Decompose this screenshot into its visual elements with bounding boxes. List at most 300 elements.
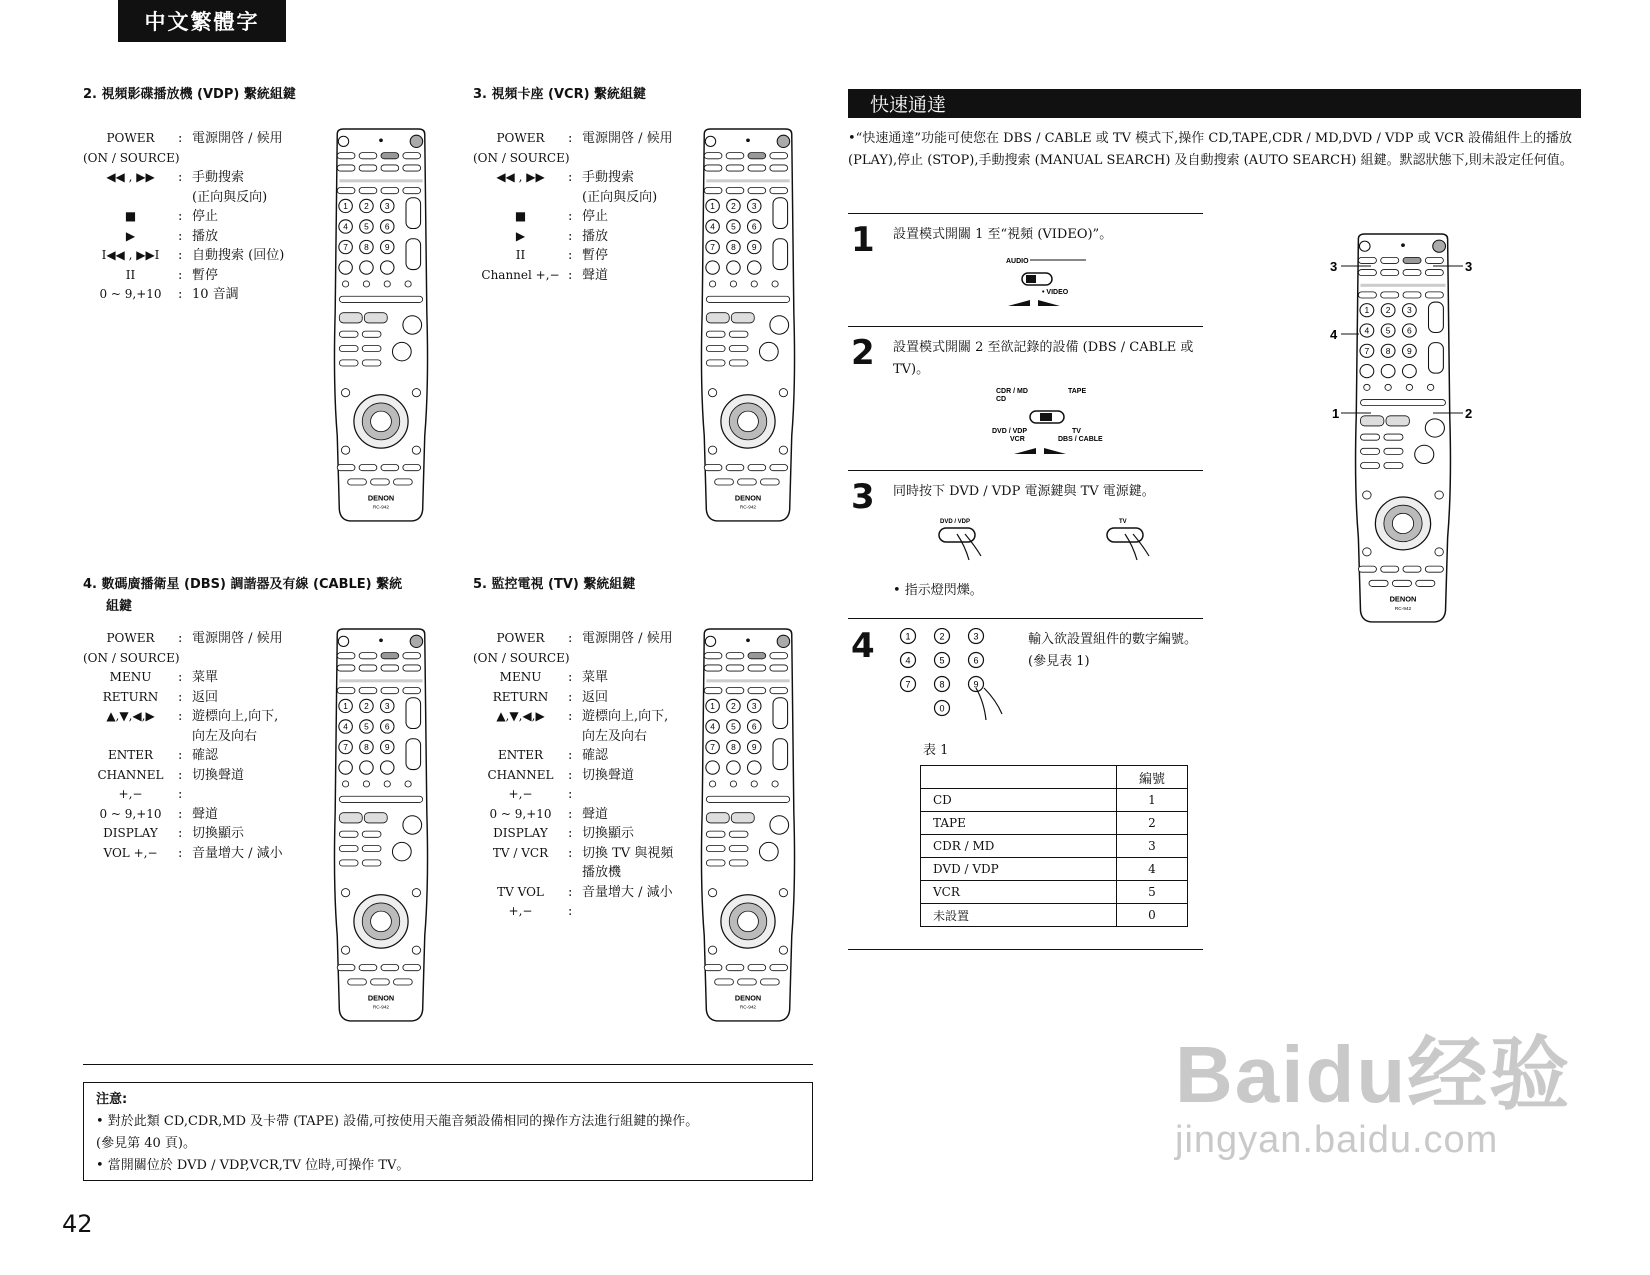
- function-desc: [582, 902, 698, 922]
- table-header-cell: 編號: [1117, 766, 1188, 789]
- function-desc: 暫停: [192, 267, 219, 283]
- function-key: 0 ~ 9,+10: [489, 806, 552, 821]
- function-row: 0 ~ 9,+10 : 聲道: [473, 805, 698, 825]
- mode-button: [381, 665, 399, 671]
- input-button: [715, 979, 734, 985]
- enter-button: [738, 411, 759, 432]
- svg-text:1: 1: [1332, 406, 1340, 421]
- svg-text:6: 6: [973, 655, 979, 666]
- mode-button: [770, 653, 788, 659]
- function-button: [770, 964, 788, 970]
- function-row: 0 ~ 9,+10 : 聲道: [83, 805, 308, 825]
- mode-button: [337, 165, 355, 171]
- svg-text:3: 3: [973, 631, 979, 642]
- transport-button: [706, 345, 725, 351]
- transport-button: [362, 331, 381, 337]
- function-key: +,−: [508, 787, 533, 801]
- table-cell: 5: [1117, 881, 1188, 904]
- svg-text:5: 5: [939, 655, 945, 666]
- function-row: +,− :: [473, 785, 698, 805]
- function-key: (ON / SOURCE): [83, 650, 180, 665]
- divider: [848, 949, 1203, 950]
- svg-text:8: 8: [364, 243, 369, 253]
- stop-button: [364, 313, 387, 323]
- input-button: [348, 479, 367, 485]
- remote-control-illustration: [331, 128, 431, 528]
- function-key: I◀◀ , ▶▶I: [101, 248, 160, 262]
- table-row: [921, 835, 1188, 858]
- mode-button: [359, 165, 377, 171]
- step-3-text: 同時按下 DVD / VDP 電源鍵與 TV 電源鍵。: [893, 484, 1155, 499]
- table-header-cell: [921, 766, 1117, 789]
- table-row: [921, 858, 1188, 881]
- svg-text:9: 9: [1407, 346, 1412, 356]
- language-tab: 中文繁體字: [118, 0, 286, 42]
- table-header-row: [921, 766, 1188, 789]
- number-key: [935, 701, 950, 716]
- function-button: [381, 464, 399, 470]
- transport-button: [706, 360, 725, 366]
- number-key: [969, 653, 984, 668]
- function-row: [83, 149, 308, 169]
- function-button: [726, 464, 744, 470]
- function-desc: 聲道: [192, 806, 219, 822]
- transport-button: [339, 360, 358, 366]
- mode-button: [381, 165, 399, 171]
- number-key: [969, 677, 984, 692]
- svg-text:4: 4: [710, 222, 715, 232]
- function-button: [726, 964, 744, 970]
- function-desc: 暫停: [582, 248, 609, 263]
- mode-button: [726, 653, 744, 659]
- channel-rocker: [773, 239, 788, 270]
- number-button: [706, 761, 720, 774]
- function-button: [726, 688, 744, 694]
- function-key: +,−: [508, 904, 533, 918]
- number-button: [727, 761, 741, 774]
- transport-button: [729, 360, 748, 366]
- input-button: [1369, 580, 1388, 586]
- function-key: POWER: [496, 131, 545, 145]
- function-key: [473, 188, 568, 208]
- function-button: [381, 688, 399, 694]
- function-key: CHANNEL: [487, 767, 554, 782]
- function-row: TV VOL : 音量增大 / 減小: [473, 883, 698, 903]
- transport-button: [706, 845, 725, 851]
- svg-text:4: 4: [905, 655, 911, 666]
- brand-logo: DENON: [367, 493, 395, 503]
- svg-text:1: 1: [710, 702, 715, 712]
- function-key: RETURN: [492, 689, 549, 704]
- function-row: ■ : 停止: [83, 207, 308, 227]
- enter-button: [738, 911, 759, 932]
- function-key: ■: [514, 209, 527, 223]
- dvd-vdp-power-button-press: [935, 516, 995, 564]
- function-row: POWER : 電源開啓 / 候用: [83, 129, 308, 149]
- function-desc: 聲道: [582, 267, 609, 283]
- svg-text:2: 2: [1385, 305, 1391, 316]
- function-desc: (正向與反向): [582, 189, 658, 205]
- minus-button: [392, 842, 411, 860]
- mode-button: [381, 653, 399, 659]
- step-number: 2: [851, 333, 875, 373]
- mode-button: [704, 153, 722, 159]
- function-row: ▶ : 播放: [473, 227, 698, 247]
- mode-button: [359, 153, 377, 159]
- enter-button: [371, 411, 392, 432]
- step-4-text: 輸入欲設置組件的數字編號。(參見表 1): [1028, 632, 1198, 669]
- function-row: DISPLAY : 切換顯示: [473, 824, 698, 844]
- play-button: [339, 813, 362, 823]
- minus-button: [759, 342, 778, 360]
- source-button: [777, 135, 790, 147]
- svg-text:3: 3: [751, 702, 757, 712]
- power-button: [338, 136, 348, 146]
- number-button: [339, 261, 353, 274]
- svg-text:2: 2: [731, 702, 736, 712]
- function-row: II : 暫停: [83, 266, 308, 286]
- transport-button: [362, 831, 381, 837]
- divider: [848, 470, 1203, 471]
- function-row: MENU : 菜單: [83, 668, 308, 688]
- table-row: [921, 881, 1188, 904]
- step-number: 1: [851, 220, 875, 260]
- mode-button: [337, 665, 355, 671]
- transport-button: [706, 831, 725, 837]
- svg-text:CDR / MD: CDR / MD: [996, 388, 1028, 395]
- svg-text:DVD / VDP: DVD / VDP: [940, 519, 971, 525]
- table-cell: TAPE: [921, 812, 1117, 835]
- divider: [848, 326, 1203, 327]
- transport-button: [706, 331, 725, 337]
- function-button: [748, 964, 766, 970]
- transport-button: [1361, 434, 1380, 440]
- function-desc: 切換顯示: [582, 826, 635, 841]
- function-desc: 電源開啓 / 候用: [582, 131, 673, 146]
- remote-control-illustration: [698, 128, 798, 528]
- number-key: [901, 629, 916, 644]
- function-desc: 聲道: [582, 806, 609, 822]
- svg-text:5: 5: [1385, 325, 1391, 336]
- input-button: [738, 479, 757, 485]
- transport-button: [362, 860, 381, 866]
- brand-logo: DENON: [734, 993, 762, 1003]
- model-label: RC-942: [1394, 605, 1412, 611]
- transport-button: [1361, 463, 1380, 469]
- table-cell: 2: [1117, 812, 1188, 835]
- function-row: TV / VCR : 切換 TV 與視頻: [473, 844, 698, 864]
- function-button: [748, 188, 766, 194]
- section-3-functions: [473, 129, 698, 285]
- mode-button: [748, 653, 766, 659]
- table-row: [921, 812, 1188, 835]
- mode-switch: [706, 296, 789, 302]
- function-key: POWER: [106, 131, 155, 145]
- input-button: [371, 979, 390, 985]
- brand-logo: DENON: [734, 493, 762, 503]
- svg-text:8: 8: [939, 679, 945, 690]
- function-key: 0 ~ 9,+10: [99, 806, 162, 821]
- function-desc: 確認: [582, 748, 609, 763]
- number-button: [380, 761, 394, 774]
- svg-text:6: 6: [384, 222, 390, 232]
- transport-button: [339, 331, 358, 337]
- svg-text:7: 7: [343, 743, 348, 753]
- svg-text:DBS / CABLE: DBS / CABLE: [1058, 436, 1103, 443]
- function-desc: 電源開啓 / 候用: [192, 631, 283, 646]
- function-desc: 手動搜索: [192, 170, 245, 185]
- function-desc: 切換顯示: [192, 826, 245, 841]
- quick-access-title: 快速通達: [848, 89, 1581, 118]
- svg-text:9: 9: [973, 679, 979, 690]
- function-row: [473, 649, 698, 669]
- function-row: ENTER : 確認: [83, 746, 308, 766]
- function-key: II: [125, 267, 136, 282]
- function-desc: 音量增大 / 減小: [192, 845, 283, 861]
- input-button: [1416, 580, 1435, 586]
- function-desc: 菜單: [192, 670, 219, 685]
- function-desc: 切換聲道: [192, 767, 245, 783]
- function-key: POWER: [106, 631, 155, 645]
- note-item: • 當開關位於 DVD / VDP,VCR,TV 位時,可操作 TV。: [96, 1158, 410, 1173]
- source-button: [410, 635, 423, 647]
- mode-button: [337, 153, 355, 159]
- brand-logo: DENON: [367, 993, 395, 1003]
- table-cell: 未設置: [921, 904, 1117, 927]
- volume-rocker: [773, 698, 788, 729]
- power-button: [338, 636, 348, 646]
- function-key: ◀◀ , ▶▶: [106, 170, 155, 184]
- plus-button: [770, 316, 789, 334]
- mode-button: [704, 665, 722, 671]
- svg-text:6: 6: [384, 722, 390, 732]
- table-cell: CDR / MD: [921, 835, 1117, 858]
- transport-button: [339, 860, 358, 866]
- power-button: [705, 636, 715, 646]
- minus-button: [392, 342, 411, 360]
- transport-button: [339, 345, 358, 351]
- mode-button: [403, 165, 421, 171]
- function-button: [748, 688, 766, 694]
- mode-button: [726, 165, 744, 171]
- function-button: [359, 964, 377, 970]
- function-row: II : 暫停: [473, 246, 698, 266]
- svg-text:9: 9: [751, 743, 757, 753]
- function-row: MENU : 菜單: [473, 668, 698, 688]
- number-button: [747, 761, 761, 774]
- function-row: POWER : 電源開啓 / 候用: [473, 129, 698, 149]
- svg-text:8: 8: [731, 743, 736, 753]
- input-button: [371, 479, 390, 485]
- svg-text:1: 1: [1364, 305, 1370, 316]
- function-key: Channel +,−: [481, 267, 560, 282]
- model-label: RC-942: [739, 1004, 757, 1010]
- function-key: TV / VCR: [492, 845, 549, 860]
- number-keypad-diagram: [898, 628, 1008, 724]
- number-key: [935, 629, 950, 644]
- minus-button: [759, 842, 778, 860]
- svg-text:4: 4: [1364, 325, 1370, 336]
- svg-text:2: 2: [939, 631, 945, 642]
- function-button: [359, 188, 377, 194]
- function-key: POWER: [496, 631, 545, 645]
- function-button: [381, 964, 399, 970]
- svg-text:6: 6: [751, 222, 757, 232]
- mode-button: [403, 653, 421, 659]
- function-key: ENTER: [497, 748, 544, 762]
- stop-button: [364, 813, 387, 823]
- function-key: ▲,▼,◀,▶: [496, 709, 545, 723]
- input-button: [394, 979, 413, 985]
- function-desc: 返回: [582, 689, 609, 705]
- function-desc: 停止: [582, 209, 609, 224]
- function-row: ■ : 停止: [473, 207, 698, 227]
- step-2-text: 設置模式開關 2 至欲記錄的設備 (DBS / CABLE 或 TV)。: [893, 340, 1194, 377]
- indicator-note: • 指示燈閃爍。: [893, 583, 983, 598]
- function-button: [704, 188, 722, 194]
- table-cell: CD: [921, 789, 1117, 812]
- mode-switch-1-diagram: [990, 254, 1100, 314]
- svg-text:7: 7: [343, 243, 348, 253]
- function-button: [337, 188, 355, 194]
- function-desc: 電源開啓 / 候用: [582, 631, 673, 646]
- function-row: [473, 188, 698, 208]
- svg-text:1: 1: [905, 631, 911, 642]
- transport-button: [362, 845, 381, 851]
- function-row: ▲,▼,◀,▶ : 遊標向上,向下,: [83, 707, 308, 727]
- mode-switch: [706, 796, 789, 802]
- number-button: [360, 261, 374, 274]
- divider: [83, 1064, 813, 1065]
- power-button: [705, 136, 715, 146]
- function-button: [337, 464, 355, 470]
- function-desc: 向左及向右: [192, 728, 258, 744]
- transport-button: [362, 360, 381, 366]
- svg-text:2: 2: [364, 202, 369, 212]
- play-button: [706, 813, 729, 823]
- step-number: 4: [851, 626, 875, 666]
- function-button: [1358, 566, 1376, 572]
- mode-button: [704, 165, 722, 171]
- transport-button: [729, 345, 748, 351]
- model-label: RC-942: [739, 504, 757, 510]
- function-button: [770, 464, 788, 470]
- number-button: [706, 261, 720, 274]
- function-desc: 向左及向右: [582, 728, 648, 744]
- mode-button: [770, 165, 788, 171]
- function-key: TV VOL: [497, 884, 544, 899]
- transport-button: [1384, 448, 1403, 454]
- table-cell: 1: [1117, 789, 1188, 812]
- number-key: [901, 677, 916, 692]
- play-button: [339, 313, 362, 323]
- input-button: [348, 979, 367, 985]
- function-row: ▶ : 播放: [83, 227, 308, 247]
- table-caption: 表 1: [923, 743, 949, 758]
- svg-text:2: 2: [731, 202, 736, 212]
- function-button: [381, 188, 399, 194]
- function-desc: 電源開啓 / 候用: [192, 131, 283, 146]
- svg-text:2: 2: [1465, 406, 1473, 421]
- function-key: ■: [124, 209, 137, 223]
- function-key: [83, 188, 178, 208]
- function-button: [403, 188, 421, 194]
- function-desc: 播放: [192, 228, 219, 244]
- function-row: [473, 863, 698, 883]
- enter-button: [1392, 513, 1413, 533]
- mode-button: [770, 153, 788, 159]
- function-button: [359, 464, 377, 470]
- function-row: RETURN : 返回: [83, 688, 308, 708]
- function-key: ◀◀ , ▶▶: [496, 170, 545, 184]
- source-button: [777, 635, 790, 647]
- callout-markers: [1325, 250, 1485, 430]
- function-key: ▶: [125, 228, 136, 243]
- svg-text:8: 8: [364, 743, 369, 753]
- function-button: [704, 964, 722, 970]
- input-button: [761, 979, 780, 985]
- svg-text:0: 0: [939, 703, 945, 714]
- table-cell: 3: [1117, 835, 1188, 858]
- mode-button: [770, 665, 788, 671]
- svg-text:8: 8: [1385, 346, 1391, 356]
- svg-text:6: 6: [1407, 325, 1412, 336]
- function-key: MENU: [109, 670, 152, 684]
- function-button: [704, 464, 722, 470]
- enter-button: [371, 911, 392, 932]
- watermark-brand: Baidu经验: [1175, 1030, 1572, 1119]
- number-button: [339, 761, 353, 774]
- transport-button: [1384, 463, 1403, 469]
- function-key: 0 ~ 9,+10: [99, 287, 162, 301]
- svg-text:3: 3: [1330, 259, 1338, 274]
- table-cell: 4: [1117, 858, 1188, 881]
- function-button: [337, 688, 355, 694]
- source-button: [410, 135, 423, 147]
- section-3-title: 3. 視頻卡座 (VCR) 繫統組鍵: [473, 87, 647, 102]
- function-key: [473, 727, 568, 747]
- mode-button: [337, 653, 355, 659]
- transport-button: [362, 345, 381, 351]
- svg-text:7: 7: [1364, 346, 1370, 356]
- transport-button: [339, 845, 358, 851]
- svg-text:3: 3: [1407, 305, 1412, 316]
- function-row: [473, 727, 698, 747]
- function-row: Channel +,− : 聲道: [473, 266, 698, 286]
- svg-text:CD: CD: [996, 396, 1007, 403]
- play-button: [706, 313, 729, 323]
- quick-intro: •“快速通達”功能可使您在 DBS / CABLE 或 TV 模式下,操作 CD,TAPE,CDR / MD,DVD / VDP 或 VCR 設備組件上的播放 (PLAY),停止 (STOP),手動搜索 (MANUAL SEARCH) 及自動搜索 (AUTO SEARCH) 組鍵。默認狀態下,則未設定任何值。: [848, 131, 1573, 168]
- number-key: [935, 677, 950, 692]
- function-desc: 音量增大 / 減小: [582, 884, 673, 900]
- function-button: [704, 688, 722, 694]
- function-button: [403, 688, 421, 694]
- function-desc: 10 音調: [192, 287, 239, 302]
- function-row: ◀◀ , ▶▶ : 手動搜索: [83, 168, 308, 188]
- function-row: DISPLAY : 切換顯示: [83, 824, 308, 844]
- divider: [848, 213, 1203, 214]
- number-key: [901, 653, 916, 668]
- svg-text:3: 3: [384, 202, 390, 212]
- function-row: [473, 149, 698, 169]
- mode-button: [403, 665, 421, 671]
- plus-button: [770, 816, 789, 834]
- svg-text:7: 7: [710, 743, 715, 753]
- svg-text:• VIDEO: • VIDEO: [1042, 289, 1069, 296]
- model-label: RC-942: [372, 1004, 390, 1010]
- function-row: [83, 188, 308, 208]
- function-button: [403, 464, 421, 470]
